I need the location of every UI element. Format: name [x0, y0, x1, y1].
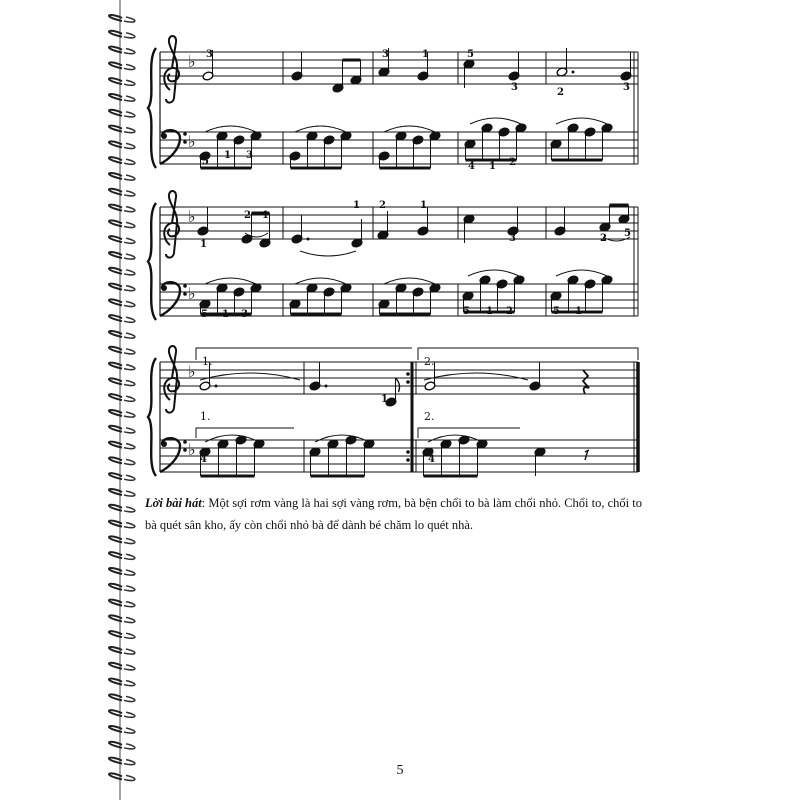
fingering-number: 1	[422, 49, 429, 60]
repeat-dot	[406, 458, 410, 462]
spiral-coil-back	[124, 744, 135, 749]
slur	[470, 118, 521, 124]
fingering-number: 5	[467, 49, 474, 60]
fingering-number: 2	[557, 87, 564, 98]
fingering-number: 5	[553, 306, 560, 317]
fingering-number: 3	[623, 82, 630, 93]
bass-clef-icon	[160, 282, 187, 316]
slur	[384, 278, 435, 284]
spiral-coil-back	[124, 507, 135, 512]
fingering-number: 2	[600, 233, 607, 244]
key-signature-flat: ♭	[188, 52, 196, 71]
volta-label: 1.	[200, 410, 211, 423]
note-flag	[396, 378, 400, 392]
key-signature-flat: ♭	[188, 440, 196, 459]
slur	[384, 126, 435, 132]
fingering-number: 1	[420, 200, 427, 211]
key-signature-flat: ♭	[188, 132, 196, 151]
fingering-number: 1	[224, 150, 231, 161]
fingering-number: 5	[202, 156, 209, 167]
fingering-number: 4	[468, 161, 475, 172]
dot	[215, 385, 218, 388]
fingering-number: 4	[200, 454, 207, 465]
fingering-number: 1	[575, 306, 582, 317]
repeat-dot	[406, 380, 410, 384]
spiral-coil-back	[124, 491, 135, 496]
spiral-coil-back	[124, 696, 135, 701]
treble-clef-icon	[164, 191, 179, 258]
spiral-coil-back	[124, 570, 135, 575]
slur	[556, 270, 607, 276]
volta-label: 2.	[424, 355, 435, 368]
key-signature-flat: ♭	[188, 284, 196, 303]
fingering-number: 3	[241, 309, 248, 320]
treble-clef-icon	[164, 36, 179, 103]
repeat-dot	[406, 372, 410, 376]
slur	[295, 278, 346, 284]
fingering-number: 2	[244, 210, 251, 221]
spiral-coil-back	[124, 649, 135, 654]
spiral-coil-back	[124, 712, 135, 717]
lyrics-paragraph	[145, 492, 645, 536]
spiral-coil-back	[124, 728, 135, 733]
fingering-number: 2	[506, 306, 513, 317]
fingering-number: 1	[262, 210, 269, 221]
fingering-number: 5	[201, 309, 208, 320]
key-signature-flat: ♭	[188, 207, 196, 226]
fingering-number: 3	[246, 150, 253, 161]
fingering-number: 3	[509, 233, 516, 244]
fingering-number: 4	[428, 454, 435, 465]
spiral-coil-back	[124, 602, 135, 607]
fingering-number: 1	[381, 394, 388, 405]
fingering-number: 1	[353, 200, 360, 211]
fingering-number: 5	[624, 228, 631, 239]
eighth-rest-icon	[585, 450, 589, 460]
slur	[468, 270, 519, 276]
spiral-coil-back	[124, 681, 135, 686]
page-number: 5	[396, 763, 404, 778]
bass-clef-icon	[160, 438, 187, 472]
key-signature-flat: ♭	[188, 362, 196, 381]
repeat-dot	[406, 450, 410, 454]
lyrics-label: Lời bài hát	[145, 496, 202, 510]
slur	[315, 435, 369, 442]
spiral-coil-back	[124, 665, 135, 670]
slur	[205, 435, 259, 442]
slur	[200, 373, 300, 380]
fingering-number: 2	[509, 157, 516, 168]
volta-bracket-1	[196, 348, 412, 360]
grand-staff-brace	[148, 48, 156, 168]
grand-staff-brace	[148, 203, 156, 320]
fingering-number: 5	[463, 306, 470, 317]
quarter-rest-icon	[583, 370, 589, 394]
slur	[300, 251, 356, 256]
slur	[205, 278, 256, 284]
spiral-coil-back	[124, 538, 135, 543]
lyrics-label-colon: :	[201, 496, 206, 510]
spiral-coil-back	[124, 554, 135, 559]
volta-label: 2.	[424, 410, 435, 423]
fingering-number: 1	[486, 306, 493, 317]
slur	[424, 373, 528, 380]
spiral-coil-back	[124, 633, 135, 638]
fingering-number: 3	[382, 49, 389, 60]
grand-staff-brace	[148, 358, 156, 476]
treble-clef-icon	[164, 346, 179, 413]
fingering-number: 1	[489, 161, 496, 172]
fingering-number: 1	[200, 239, 207, 250]
lyrics-text: Một sợi rơm vàng là hai sợi vàng rơm, bà bện chổi to bà làm chổi nhỏ. Chổi to, chổi to bà quét sân kho, ấy còn chổi nhỏ bà để dành bé chăm lo quét nhà.	[145, 496, 642, 532]
spiral-coil-back	[124, 523, 135, 528]
fingering-number: 3	[206, 49, 213, 60]
slur	[556, 118, 607, 124]
dot	[325, 385, 328, 388]
dot	[307, 238, 310, 241]
dot	[572, 71, 575, 74]
spiral-coil-back	[124, 617, 135, 622]
volta-bracket-2	[418, 348, 638, 360]
spiral-coil-back	[124, 586, 135, 591]
slur	[295, 126, 346, 132]
fingering-number: 3	[511, 82, 518, 93]
fingering-number: 2	[379, 200, 386, 211]
slur	[205, 126, 256, 132]
volta-label: 1.	[202, 355, 213, 368]
slur	[428, 435, 482, 442]
bass-clef-icon	[160, 130, 187, 164]
fingering-number: 1	[222, 309, 229, 320]
